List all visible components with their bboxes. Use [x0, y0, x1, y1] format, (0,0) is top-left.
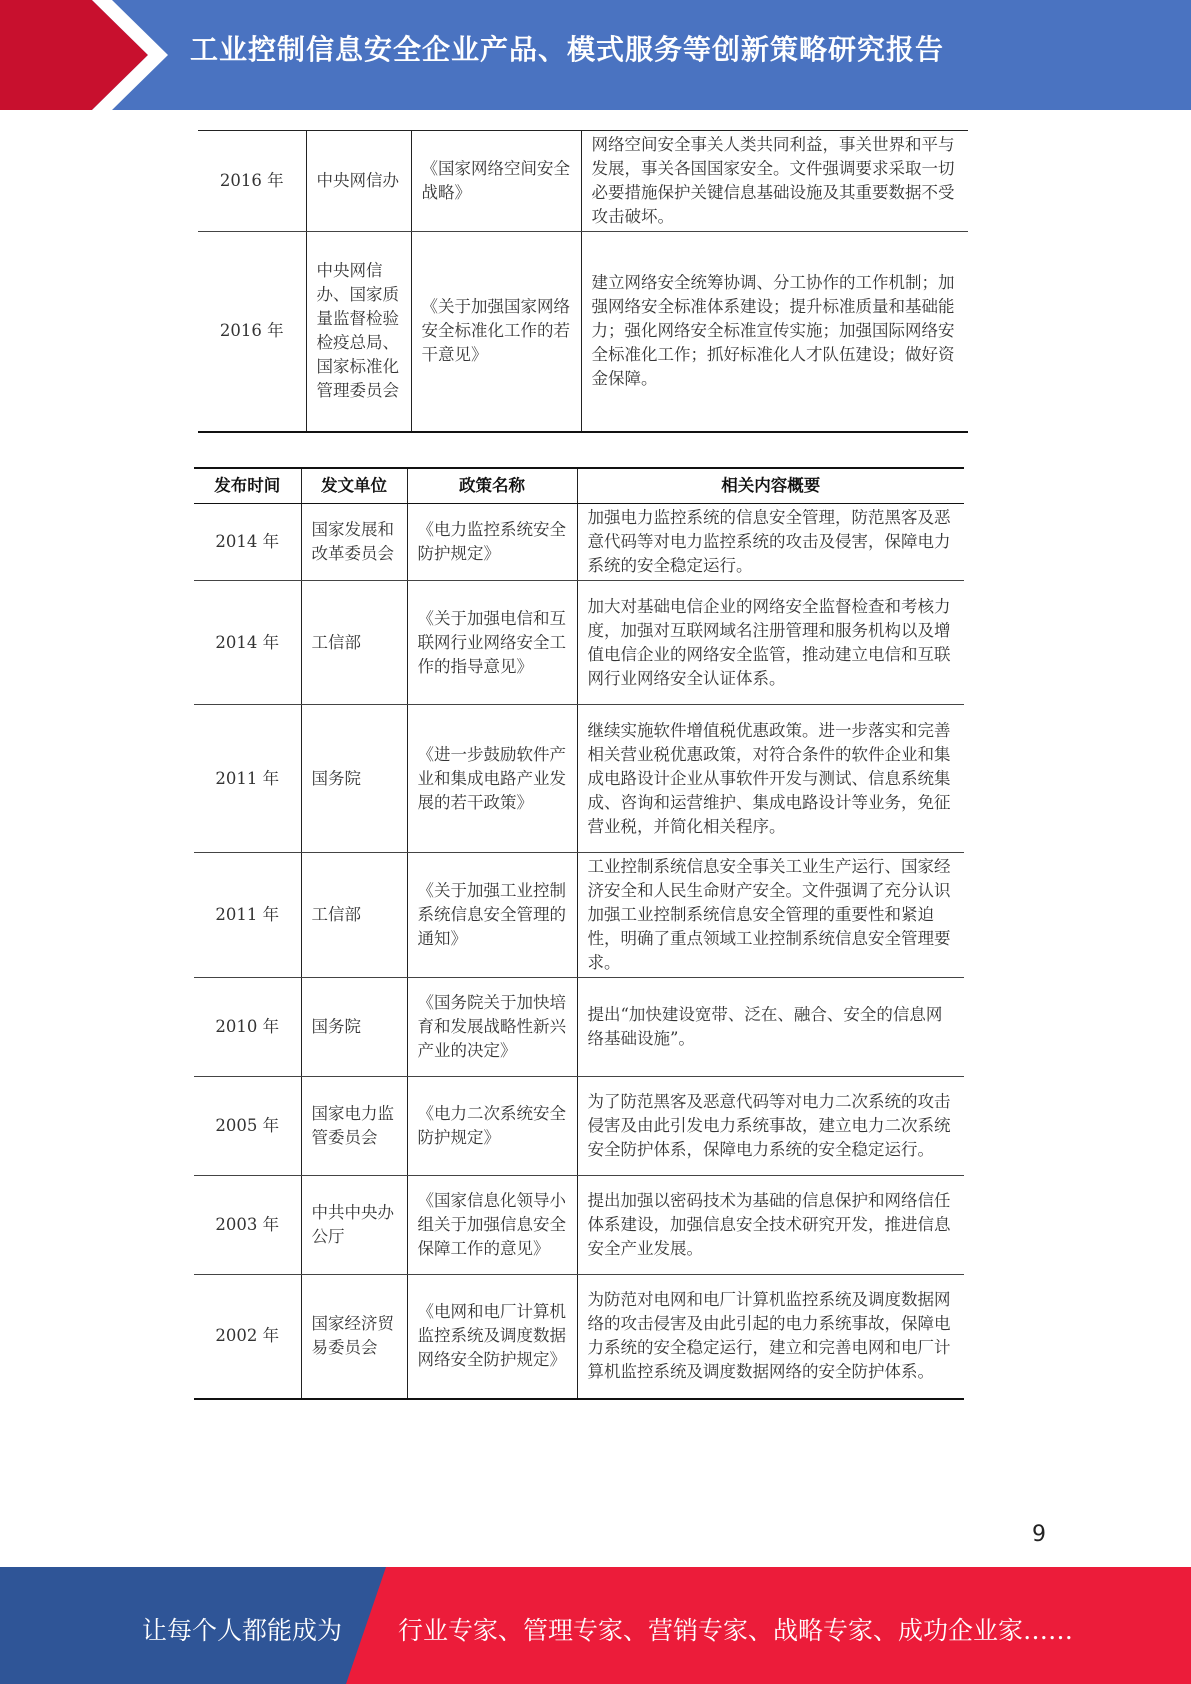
cell-policy: 《进一步鼓励软件产业和集成电路产业发展的若干政策》	[407, 705, 577, 853]
cell-unit: 中共中央办公厅	[301, 1176, 407, 1275]
cell-year: 2003 年	[194, 1176, 301, 1275]
header-summary: 相关内容概要	[577, 468, 964, 504]
cell-unit: 国家发展和改革委员会	[301, 504, 407, 581]
cell-unit: 国家电力监管委员会	[301, 1077, 407, 1176]
footer-slogan-right: 行业专家、管理专家、营销专家、战略专家、成功企业家……	[398, 1616, 1074, 1645]
cell-year: 2014 年	[194, 504, 301, 581]
table-row	[194, 1077, 964, 1176]
header-policy: 政策名称	[407, 468, 577, 504]
cell-year: 2016 年	[198, 131, 306, 232]
table-row	[194, 705, 964, 853]
cell-summary: 为防范对电网和电厂计算机监控系统及调度数据网络的攻击侵害及由此引起的电力系统事故，保障电力系统的安全稳定运行，建立和完善电网和电厂计算机监控系统及调度数据网络的安全防护体系。	[577, 1275, 964, 1399]
cell-policy: 《国家信息化领导小组关于加强信息安全保障工作的意见》	[407, 1176, 577, 1275]
header-title: 工业控制信息安全企业产品、模式服务等创新策略研究报告	[190, 33, 945, 66]
cell-year: 2010 年	[194, 978, 301, 1077]
cell-year: 2016 年	[198, 232, 306, 432]
table-row	[194, 504, 964, 581]
table-header-row	[194, 468, 964, 504]
cell-unit: 国务院	[301, 705, 407, 853]
page-header	[0, 0, 1191, 110]
cell-unit: 工信部	[301, 853, 407, 978]
cell-summary: 提出“加快建设宽带、泛在、融合、安全的信息网络基础设施”。	[577, 978, 964, 1077]
header-year: 发布时间	[194, 468, 301, 504]
cell-policy: 《关于加强国家网络安全标准化工作的若干意见》	[411, 232, 581, 432]
cell-policy: 《国务院关于加快培育和发展战略性新兴产业的决定》	[407, 978, 577, 1077]
cell-year: 2011 年	[194, 853, 301, 978]
cell-year: 2011 年	[194, 705, 301, 853]
table-row	[198, 232, 968, 432]
cell-unit: 国家经济贸易委员会	[301, 1275, 407, 1399]
cell-policy: 《关于加强电信和互联网行业网络安全工作的指导意见》	[407, 581, 577, 705]
policy-table-continued	[198, 130, 968, 433]
cell-summary: 建立网络安全统筹协调、分工协作的工作机制；加强网络安全标准体系建设；提升标准质量和基础能力；强化网络安全标准宣传实施；加强国际网络安全标准化工作；抓好标准化人才队伍建设；做好资金保障。	[581, 232, 968, 432]
table-row	[194, 978, 964, 1077]
cell-policy: 《电力二次系统安全防护规定》	[407, 1077, 577, 1176]
table-row	[194, 581, 964, 705]
cell-summary: 加强电力监控系统的信息安全管理，防范黑客及恶意代码等对电力监控系统的攻击及侵害，保障电力系统的安全稳定运行。	[577, 504, 964, 581]
cell-year: 2002 年	[194, 1275, 301, 1399]
header-unit: 发文单位	[301, 468, 407, 504]
table-row	[194, 853, 964, 978]
cell-policy: 《国家网络空间安全战略》	[411, 131, 581, 232]
cell-year: 2014 年	[194, 581, 301, 705]
table-row	[198, 131, 968, 232]
cell-policy: 《关于加强工业控制系统信息安全管理的通知》	[407, 853, 577, 978]
cell-summary: 继续实施软件增值税优惠政策。进一步落实和完善相关营业税优惠政策，对符合条件的软件企业和集成电路设计企业从事软件开发与测试、信息系统集成、咨询和运营维护、集成电路设计等业务，免征营业税，并简化相关程序。	[577, 705, 964, 853]
cell-summary: 工业控制系统信息安全事关工业生产运行、国家经济安全和人民生命财产安全。文件强调了充分认识加强工业控制系统信息安全管理的重要性和紧迫性，明确了重点领域工业控制系统信息安全管理要求。	[577, 853, 964, 978]
page-footer	[0, 1567, 1191, 1684]
policy-table	[194, 467, 964, 1400]
cell-summary: 网络空间安全事关人类共同利益，事关世界和平与发展，事关各国国家安全。文件强调要求采取一切必要措施保护关键信息基础设施及其重要数据不受攻击破坏。	[581, 131, 968, 232]
cell-unit: 中央网信办	[306, 131, 411, 232]
cell-summary: 为了防范黑客及恶意代码等对电力二次系统的攻击侵害及由此引发电力系统事故，建立电力二次系统安全防护体系，保障电力系统的安全稳定运行。	[577, 1077, 964, 1176]
cell-summary: 加大对基础电信企业的网络安全监督检查和考核力度，加强对互联网域名注册管理和服务机构以及增值电信企业的网络安全监管，推动建立电信和互联网行业网络安全认证体系。	[577, 581, 964, 705]
cell-unit: 国务院	[301, 978, 407, 1077]
page-number: 9	[1032, 1522, 1046, 1547]
cell-year: 2005 年	[194, 1077, 301, 1176]
cell-policy: 《电力监控系统安全防护规定》	[407, 504, 577, 581]
table-row	[194, 1275, 964, 1399]
cell-policy: 《电网和电厂计算机监控系统及调度数据网络安全防护规定》	[407, 1275, 577, 1399]
table-row	[194, 1176, 964, 1275]
cell-unit: 中央网信办、国家质量监督检验检疫总局、国家标准化管理委员会	[306, 232, 411, 432]
cell-summary: 提出加强以密码技术为基础的信息保护和网络信任体系建设，加强信息安全技术研究开发，推进信息安全产业发展。	[577, 1176, 964, 1275]
footer-slogan-left: 让每个人都能成为	[142, 1616, 343, 1645]
cell-unit: 工信部	[301, 581, 407, 705]
